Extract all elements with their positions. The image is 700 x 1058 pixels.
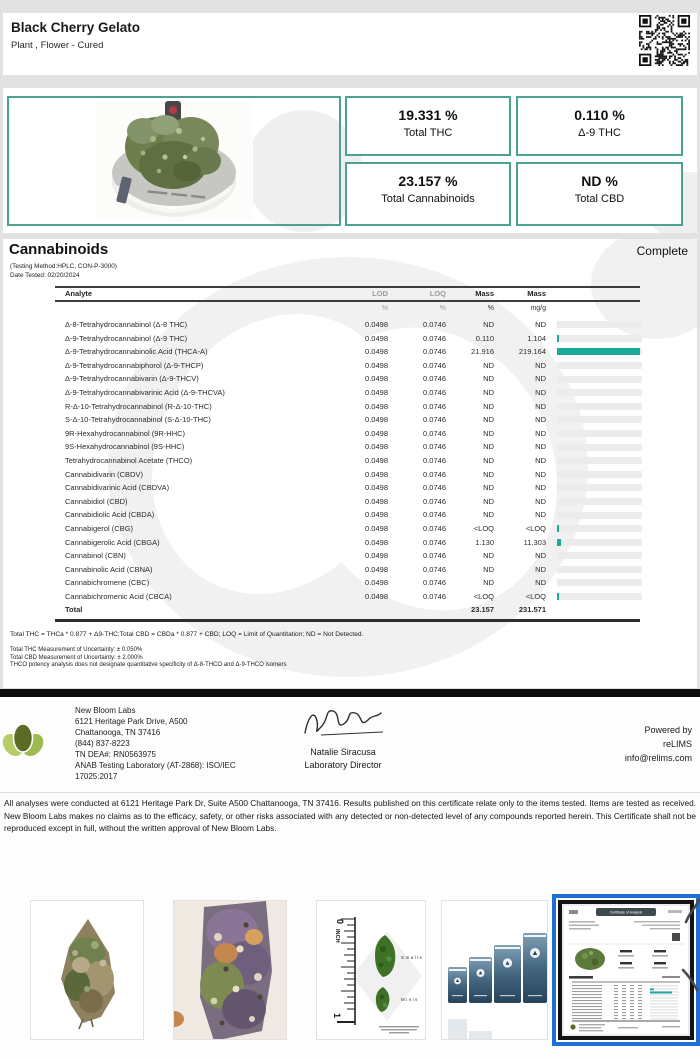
lod-value: 0.0498 <box>365 496 388 506</box>
table-row <box>55 590 645 604</box>
mass-bar <box>557 593 559 600</box>
table-row <box>55 318 645 332</box>
lod-value: 0.0498 <box>365 401 388 411</box>
powered-brand: reLIMS <box>662 739 692 749</box>
mass-bar-track <box>557 430 642 437</box>
table-row <box>55 468 645 482</box>
mass-mgg-value: ND <box>535 320 546 329</box>
mass-bar-track <box>557 321 642 328</box>
loq-value: 0.0746 <box>423 496 446 506</box>
mass-pct-value: ND <box>483 564 494 574</box>
table-total-row <box>55 603 645 617</box>
mass-bar-track <box>557 539 642 546</box>
definitions-line: Total THC = THCa * 0.877 + Δ9-THC;Total CBD = CBDa * 0.877 + CBD; LOQ = Limit of Quantitation; ND = Not Detected. <box>10 631 364 638</box>
analyte-name: Cannabichromene (CBC) <box>65 578 150 588</box>
mass-pct-value: ND <box>483 455 494 465</box>
mass-pct-value: ND <box>483 360 494 370</box>
gallery-thumb-coa-selected[interactable] <box>552 894 700 1046</box>
mass-mgg-value: 1.104 <box>527 333 546 343</box>
mass-bar-track <box>557 512 642 519</box>
mass-bar-track <box>557 525 642 532</box>
table-rule-bottom <box>55 619 640 622</box>
qr-code-icon <box>639 15 690 66</box>
lod-value: 0.0498 <box>365 537 388 547</box>
section-status: Complete <box>636 244 688 258</box>
loq-value: 0.0746 <box>423 401 446 411</box>
mass-pct-value: ND <box>483 387 494 397</box>
lod-value: 0.0498 <box>365 578 388 588</box>
mass-pct-value: ND <box>483 320 494 329</box>
powered-by-block <box>625 723 692 765</box>
mass-bar <box>557 348 640 355</box>
loq-value: 0.0746 <box>423 347 446 357</box>
table-row <box>55 536 645 550</box>
loq-value: 0.0746 <box>423 578 446 588</box>
mass-bar <box>557 525 559 532</box>
lab-address-line: 17025:2017 <box>75 772 118 781</box>
stat-label: Δ-9 THC <box>578 127 621 139</box>
lab-address-line: New Bloom Labs <box>75 706 136 715</box>
mass-mgg-value: ND <box>535 360 546 370</box>
mass-bar-track <box>557 484 642 491</box>
mass-pct-value: ND <box>483 428 494 438</box>
lod-value: 0.0498 <box>365 564 388 574</box>
loq-value: 0.0746 <box>423 551 446 561</box>
edge-leaf-icon <box>684 898 700 924</box>
product-title: Black Cherry Gelato <box>11 20 141 35</box>
table-row <box>55 481 645 495</box>
lab-address-line: ANAB Testing Laboratory (AT-2868): ISO/IEC <box>75 761 236 770</box>
table-row <box>55 372 645 386</box>
minis-label: Minis <box>401 997 419 1002</box>
lod-value: 0.0498 <box>365 320 388 329</box>
stat-total-cannabinoids <box>345 162 511 226</box>
analyte-name: Δ-9-Tetrahydrocannabivarinic Acid (Δ-9-THCVA) <box>65 387 225 397</box>
lab-address-line: Chattanooga, TN 37416 <box>75 728 161 737</box>
lod-value: 0.0498 <box>365 360 388 370</box>
lod-value: 0.0498 <box>365 387 388 397</box>
mass-pct-value: ND <box>483 401 494 411</box>
size-chart-image <box>317 901 426 1040</box>
mass-bar-track <box>557 416 642 423</box>
loq-value: 0.0746 <box>423 455 446 465</box>
mass-bar-track <box>557 498 642 505</box>
note-line: Total CBD Measurement of Uncertainty: ± 2.000% <box>10 654 143 661</box>
analyte-name: Cannabidivarinic Acid (CBDVA) <box>65 483 170 493</box>
lod-value: 0.0498 <box>365 428 388 438</box>
section-divider <box>0 689 700 697</box>
gallery-thumb-product-bags[interactable] <box>441 900 548 1040</box>
loq-value: 0.0746 <box>423 564 446 574</box>
stat-label: Total CBD <box>574 193 625 205</box>
table-row <box>55 454 645 468</box>
mass-mgg-value: ND <box>535 564 546 574</box>
testing-method: (Testing Method:HPLC, CON-P-3000) <box>10 263 117 270</box>
loq-value: 0.0746 <box>423 469 446 479</box>
loq-value: 0.0746 <box>423 333 446 343</box>
table-row <box>55 345 645 359</box>
lod-value: 0.0498 <box>365 551 388 561</box>
mass-bar <box>557 539 561 546</box>
table-row <box>55 522 645 536</box>
edge-leaf-icon <box>681 966 699 992</box>
mass-bar-track <box>557 593 642 600</box>
gallery-thumb-size-chart[interactable] <box>316 900 426 1040</box>
footer-separator <box>0 792 700 793</box>
loq-value: 0.0746 <box>423 428 446 438</box>
col-lod: LOD <box>372 289 388 298</box>
mass-pct-value: ND <box>483 415 494 425</box>
signature-icon <box>295 705 391 741</box>
table-row <box>55 576 645 590</box>
lod-value: 0.0498 <box>365 347 388 357</box>
col-mass-pct: Mass <box>475 289 494 298</box>
mass-pct-value: <LOQ <box>473 591 494 601</box>
ruler-one-label: 1 <box>332 1013 342 1019</box>
loq-value: 0.0746 <box>423 320 446 329</box>
loq-value: 0.0746 <box>423 523 446 533</box>
mass-bar-track <box>557 566 642 573</box>
analyte-name: 9R-Hexahydrocannabinol (9R-HHC) <box>65 428 186 438</box>
table-rule-mid <box>55 300 640 302</box>
loq-value: 0.0746 <box>423 415 446 425</box>
lod-value: 0.0498 <box>365 455 388 465</box>
col-mass-mgg: Mass <box>527 289 546 298</box>
total-mass-mgg: 231.571 <box>518 605 546 615</box>
mass-bar-track <box>557 552 642 559</box>
bud-photo-image <box>31 901 144 1040</box>
mass-pct-value: ND <box>483 496 494 506</box>
lod-value: 0.0498 <box>365 442 388 452</box>
mass-mgg-value: ND <box>535 428 546 438</box>
mass-mgg-value: <LOQ <box>525 591 546 601</box>
col-loq: LOQ <box>429 289 446 298</box>
analyte-name: Tetrahydrocannabinol Acetate (THCO) <box>65 455 193 465</box>
lab-address-line: TN DEA#: RN0563975 <box>75 750 156 759</box>
mass-bar-track <box>557 403 642 410</box>
analyte-name: Δ-8-Tetrahydrocannabinol (Δ-8 THC) <box>65 320 188 329</box>
stat-label: Total Cannabinoids <box>381 193 475 205</box>
bud-closeup-image <box>174 901 287 1040</box>
mass-mgg-value: 11.303 <box>523 537 546 547</box>
loq-value: 0.0746 <box>423 360 446 370</box>
mass-mgg-value: ND <box>535 442 546 452</box>
loq-value: 0.0746 <box>423 483 446 493</box>
lab-logo-icon <box>0 717 46 763</box>
product-bags-image <box>442 901 548 1040</box>
gallery-thumb-bud-photo[interactable] <box>30 900 144 1040</box>
mass-mgg-value: ND <box>535 483 546 493</box>
gallery-thumb-bud-closeup[interactable] <box>173 900 287 1040</box>
table-row <box>55 440 645 454</box>
stat-value: ND % <box>581 173 618 189</box>
mass-mgg-value: ND <box>535 455 546 465</box>
table-row <box>55 332 645 346</box>
mass-pct-value: <LOQ <box>473 523 494 533</box>
mass-mgg-value: ND <box>535 401 546 411</box>
sample-photo-frame <box>7 96 341 226</box>
unit-mass-mgg: mg/g <box>530 305 546 312</box>
analyte-name: Cannabichromenic Acid (CBCA) <box>65 591 172 601</box>
mass-mgg-value: ND <box>535 387 546 397</box>
analyte-name: R-Δ-10-Tetrahydrocannabinol (R-Δ-10-THC) <box>65 401 212 411</box>
mass-pct-value: 21.916 <box>471 347 494 357</box>
signer-name: Natalie Siracusa <box>310 747 376 757</box>
mass-pct-value: ND <box>483 510 494 520</box>
stat-total-cbd <box>516 162 683 226</box>
unit-lod: % <box>381 305 388 312</box>
cannabinoids-section <box>3 239 697 688</box>
analyte-name: Cannabinolic Acid (CBNA) <box>65 564 153 574</box>
lab-address-line: (844) 837-8223 <box>75 739 130 748</box>
analyte-name: 9S-Hexahydrocannabinol (9S-HHC) <box>65 442 185 452</box>
sample-photo <box>95 101 253 221</box>
analyte-rows <box>55 318 645 617</box>
mass-mgg-value: ND <box>535 578 546 588</box>
powered-email[interactable]: info@relims.com <box>624 753 692 763</box>
table-row <box>55 563 645 577</box>
mass-bar-track <box>557 457 642 464</box>
analyte-name: Cannabidiol (CBD) <box>65 496 128 506</box>
mass-bar-track <box>557 376 642 383</box>
table-rule-top <box>55 286 640 288</box>
mass-bar-track <box>557 579 642 586</box>
mass-pct-value: ND <box>483 374 494 384</box>
unit-mass-pct: % <box>487 305 494 312</box>
mass-pct-value: ND <box>483 551 494 561</box>
mass-pct-value: 1.130 <box>475 537 494 547</box>
analyte-name: Cannabidivarin (CBDV) <box>65 469 143 479</box>
table-row <box>55 400 645 414</box>
loq-value: 0.0746 <box>423 510 446 520</box>
table-row <box>55 427 645 441</box>
summary-card <box>3 88 697 233</box>
smalls-label: Smalls <box>401 955 424 960</box>
signer-title: Laboratory Director <box>304 760 382 770</box>
mass-mgg-value: ND <box>535 374 546 384</box>
uncertainty-notes <box>10 647 286 670</box>
analyte-name: S-Δ-10-Tetrahydrocannabinol (S-Δ-10-THC) <box>65 415 211 425</box>
loq-value: 0.0746 <box>423 537 446 547</box>
mass-pct-value: 0.110 <box>475 333 494 343</box>
mass-bar-track <box>557 362 642 369</box>
mass-mgg-value: 219.164 <box>518 347 546 357</box>
analyte-name: Cannabigerol (CBG) <box>65 523 133 533</box>
lab-address <box>75 705 236 782</box>
lod-value: 0.0498 <box>365 483 388 493</box>
mass-bar-track <box>557 471 642 478</box>
analyte-name: Cannabigerolic Acid (CBGA) <box>65 537 160 547</box>
stat-value: 23.157 % <box>398 173 458 189</box>
lod-value: 0.0498 <box>365 415 388 425</box>
mass-bar <box>557 335 559 342</box>
mass-pct-value: ND <box>483 483 494 493</box>
table-row <box>55 495 645 509</box>
table-row <box>55 549 645 563</box>
loq-value: 0.0746 <box>423 387 446 397</box>
note-line: Total THC Measurement of Uncertainty: ± 0.050% <box>10 647 143 653</box>
mass-mgg-value: ND <box>535 469 546 479</box>
total-label: Total <box>65 605 83 615</box>
powered-by-label: Powered by <box>644 725 692 735</box>
mass-bar-track <box>557 348 642 355</box>
analyte-name: Δ-9-Tetrahydrocannabivarin (Δ-9-THCV) <box>65 374 199 384</box>
stat-value: 0.110 % <box>574 107 625 123</box>
lod-value: 0.0498 <box>365 591 388 601</box>
mass-bar-track <box>557 389 642 396</box>
analyte-name: Cannabinol (CBN) <box>65 551 126 561</box>
loq-value: 0.0746 <box>423 591 446 601</box>
table-row <box>55 386 645 400</box>
disclaimer-text: All analyses were conducted at 6121 Heritage Park Dr, Suite A500 Chattanooga, TN 37416. Results published on this certificate relate only to the items tested. Items are tested as received. New Bloom Labs makes no claims as to the efficacy, safety, or other risks associated with any detected or non-detected level of any compounds reported herein. This Certificate shall not be reproduced except in full, without the written approval of New Bloom Labs. <box>4 797 696 839</box>
analyte-name: Δ-9-Tetrahydrocannabinol (Δ-9 THC) <box>65 333 188 343</box>
total-mass-pct: 23.157 <box>471 605 494 615</box>
mass-mgg-value: ND <box>535 496 546 506</box>
table-row <box>55 413 645 427</box>
analyte-name: Δ-9-Tetrahydrocannabiphorol (Δ-9-THCP) <box>65 360 204 370</box>
mass-mgg-value: ND <box>535 510 546 520</box>
section-title: Cannabinoids <box>9 241 109 258</box>
loq-value: 0.0746 <box>423 374 446 384</box>
coa-thumb-title: Certificate of Analysis <box>609 910 643 915</box>
stat-total-thc <box>345 96 511 156</box>
stat-label: Total THC <box>403 127 453 139</box>
stat-d9-thc <box>516 96 683 156</box>
mass-pct-value: ND <box>483 469 494 479</box>
signature-block <box>268 705 418 770</box>
mass-pct-value: ND <box>483 442 494 452</box>
table-row <box>55 508 645 522</box>
col-analyte: Analyte <box>65 289 93 298</box>
lab-footer <box>0 697 700 792</box>
mass-pct-value: ND <box>483 578 494 588</box>
lod-value: 0.0498 <box>365 523 388 533</box>
date-tested: Date Tested: 02/20/2024 <box>10 272 80 279</box>
mass-bar-track <box>557 335 642 342</box>
lab-address-line: 6121 Heritage Park Drive, A500 <box>75 717 188 726</box>
lod-value: 0.0498 <box>365 333 388 343</box>
product-subtitle: Plant , Flower - Cured <box>11 40 104 51</box>
loq-value: 0.0746 <box>423 442 446 452</box>
ruler-zero-label: 0 <box>335 919 345 925</box>
unit-loq: % <box>439 305 446 312</box>
mass-bar-track <box>557 444 642 451</box>
ruler-unit-label: INCH <box>334 929 340 943</box>
coa-thumb-image <box>562 904 690 1036</box>
mass-mgg-value: ND <box>535 551 546 561</box>
coa-thumb-frame <box>558 900 694 1040</box>
lod-value: 0.0498 <box>365 374 388 384</box>
header-card <box>3 13 697 75</box>
mass-mgg-value: ND <box>535 415 546 425</box>
lod-value: 0.0498 <box>365 510 388 520</box>
analyte-name: Cannabidiolic Acid (CBDA) <box>65 510 155 520</box>
table-row <box>55 359 645 373</box>
stat-value: 19.331 % <box>398 107 458 123</box>
lod-value: 0.0498 <box>365 469 388 479</box>
mass-mgg-value: <LOQ <box>525 523 546 533</box>
analyte-name: Δ-9-Tetrahydrocannabinolic Acid (THCA-A) <box>65 347 208 357</box>
note-line: THCO potency analysis does not designate quantitative specificity of Δ-8-THCO and Δ-9-THCO isomers <box>10 662 287 669</box>
